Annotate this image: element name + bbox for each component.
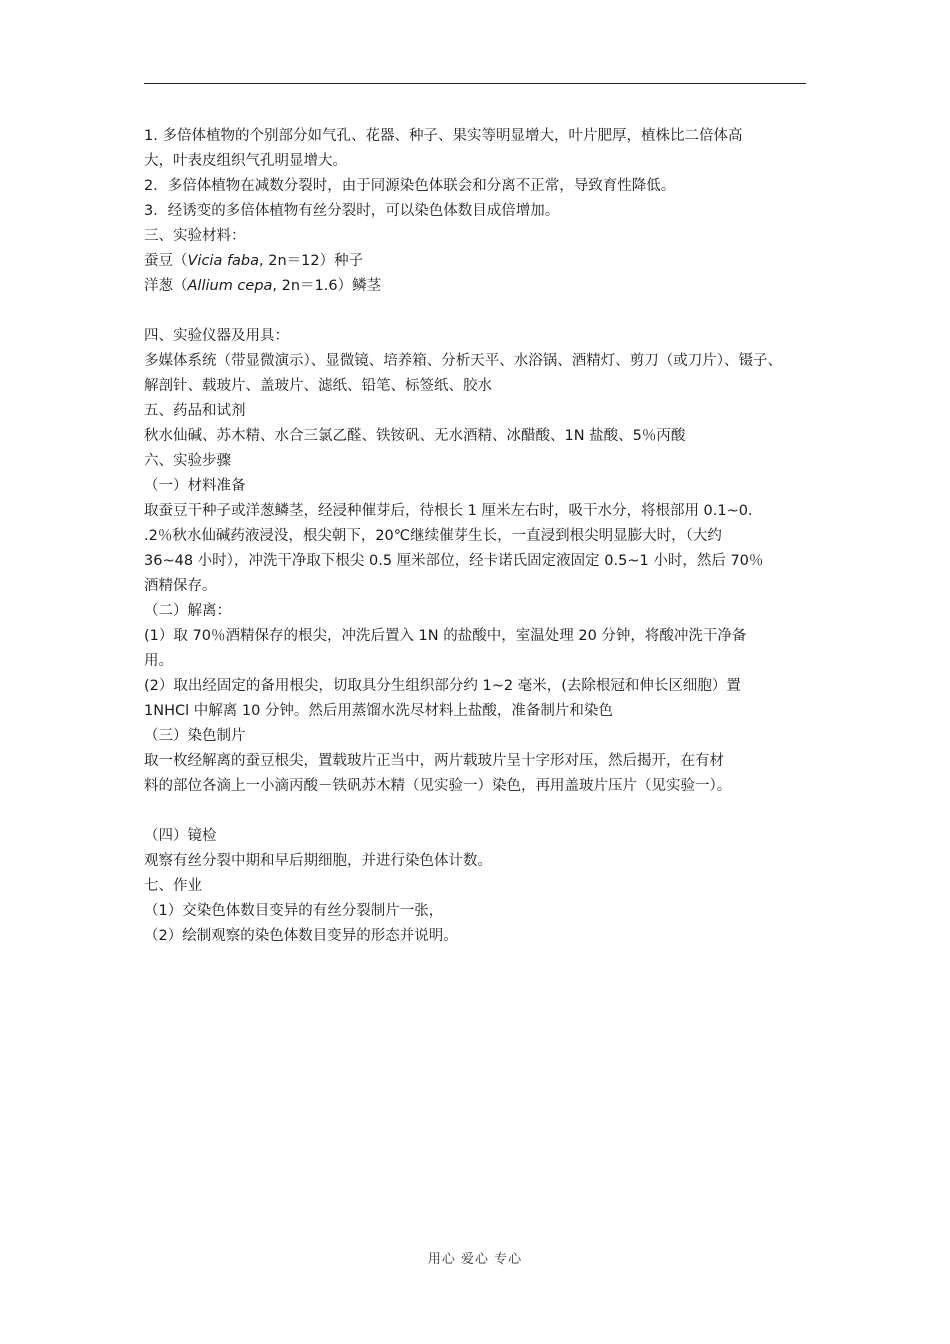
section-heading: 五、药品和试剂 <box>144 403 246 419</box>
page-footer: 用心 爱心 专心 <box>427 1252 523 1267</box>
paragraph-line: （2）绘制观察的染色体数目变异的形态并说明。 <box>144 928 458 944</box>
paragraph-line: 1. 多倍体植物的个别部分如气孔、花器、种子、果实等明显增大，叶片肥厚，植株比二倍体高 <box>144 128 743 144</box>
subsection-heading: （四）镜检 <box>144 828 217 844</box>
paragraph-line: (1）取 70％酒精保存的根尖，冲洗后置入 1N 的盐酸中，室温处理 20 分钟，将酸冲洗干净备 <box>144 628 747 644</box>
species-name: Vicia faba <box>187 253 260 269</box>
paragraph-line: 取一枚经解离的蚕豆根尖，置载玻片正当中，两片载玻片呈十字形对压，然后揭开，在有材 <box>144 753 724 769</box>
section-heading: 六、实验步骤 <box>144 453 231 469</box>
paragraph-line: 大，叶表皮组织气孔明显增大。 <box>144 153 347 169</box>
species-name: Allium cepa <box>187 278 273 294</box>
paragraph-line: 3．经诱变的多倍体植物有丝分裂时，可以染色体数目成倍增加。 <box>144 203 560 219</box>
material-detail: , 2n＝1.6）鳞茎 <box>272 278 382 294</box>
blank-line <box>144 299 809 324</box>
section-heading: 三、实验材料： <box>144 228 246 244</box>
paragraph-line: 秋水仙碱、苏木精、水合三氯乙醛、铁铵矾、无水酒精、冰醋酸、1N 盐酸、5％丙酸 <box>144 428 686 444</box>
material-name: 洋葱（ <box>144 278 188 294</box>
paragraph-line: 36~48 小时），冲洗干净取下根尖 0.5 厘米部位，经卡诺氏固定液固定 0.5~1 小时，然后 70％ <box>144 553 764 569</box>
paragraph-line: 酒精保存。 <box>144 578 217 594</box>
material-detail: , 2n＝12）种子 <box>259 253 364 269</box>
paragraph-line: 料的部位各滴上一小滴丙酸－铁矾苏木精（见实验一）染色，再用盖玻片压片（见实验一）。 <box>144 778 732 794</box>
paragraph-line: 观察有丝分裂中期和早后期细胞，并进行染色体计数。 <box>144 853 492 869</box>
blank-line <box>144 799 809 824</box>
material-broad-bean <box>144 249 809 274</box>
paragraph-line: 2．多倍体植物在减数分裂时，由于同源染色体联会和分离不正常，导致育性降低。 <box>144 178 676 194</box>
header-rule <box>144 83 806 84</box>
subsection-heading: （一）材料准备 <box>144 478 246 494</box>
document-body <box>144 124 809 949</box>
subsection-heading: （三）染色制片 <box>144 728 246 744</box>
material-name: 蚕豆（ <box>144 253 188 269</box>
paragraph-line: 用。 <box>144 653 173 669</box>
paragraph-line: 解剖针、载玻片、盖玻片、滤纸、铅笔、标签纸、胶水 <box>144 378 492 394</box>
paragraph-line: 多媒体系统（带显微演示）、显微镜、培养箱、分析天平、水浴锅、酒精灯、剪刀（或刀片）、镊子、 <box>144 353 782 369</box>
paragraph-line: 1NHCl 中解离 10 分钟。然后用蒸馏水洗尽材料上盐酸，准备制片和染色 <box>144 703 613 719</box>
subsection-heading: （二）解离： <box>144 603 231 619</box>
paragraph-line: 取蚕豆干种子或洋葱鳞茎，经浸种催芽后，待根长 1 厘米左右时，吸干水分，将根部用 0.1~0. <box>144 503 753 519</box>
section-heading: 七、作业 <box>144 878 202 894</box>
paragraph-line: （1）交染色体数目变异的有丝分裂制片一张， <box>144 903 444 919</box>
paragraph-line: .2％秋水仙碱药液浸没，根尖朝下，20℃继续催芽生长，一直浸到根尖明显膨大时，（大约 <box>144 528 722 544</box>
paragraph-line: (2）取出经固定的备用根尖，切取具分生组织部分约 1~2 毫米，(去除根冠和伸长区细胞）置 <box>144 678 741 694</box>
section-heading: 四、实验仪器及用具： <box>144 328 289 344</box>
material-onion <box>144 274 809 299</box>
